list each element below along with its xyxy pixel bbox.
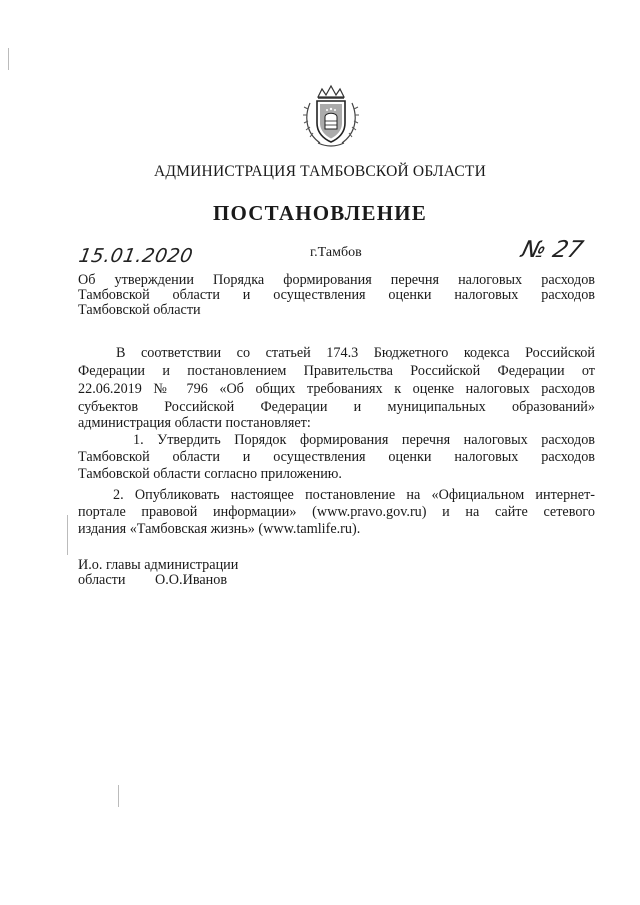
city-name: г.Тамбов xyxy=(310,245,362,260)
body-line: 1. Утвердить Порядок формирования перечня налоговых расходов xyxy=(133,432,595,448)
coat-of-arms-icon xyxy=(300,83,362,149)
subject-line: Тамбовской области xyxy=(78,302,201,318)
body-line: Тамбовской области и осуществления оценки налоговых расходов xyxy=(78,449,595,465)
scan-artifact xyxy=(118,785,119,807)
body-line: издания «Тамбовская жизнь» (www.tamlife.ru). xyxy=(78,521,361,537)
organization-name: АДМИНИСТРАЦИЯ ТАМБОВСКОЙ ОБЛАСТИ xyxy=(154,163,486,180)
subject-line: Тамбовской области и осуществления оценки налоговых расходов xyxy=(78,287,595,303)
scan-artifact xyxy=(67,515,68,555)
body-line: субъектов Российской Федерации и муниципальных образований» xyxy=(78,399,595,415)
handwritten-document-number: № 27 xyxy=(518,237,586,263)
body-line: Тамбовской области согласно приложению. xyxy=(78,466,342,482)
body-line: администрация области постановляет: xyxy=(78,415,311,431)
body-line: 2. Опубликовать настоящее постановление на «Официальном интернет- xyxy=(113,487,595,503)
signatory-position: И.о. главы администрации xyxy=(78,557,239,573)
signatory-position: области xyxy=(78,572,126,588)
body-line: 22.06.2019 № 796 «Об общих требованиях к оценке налоговых расходов xyxy=(78,381,595,397)
signatory-name: О.О.Иванов xyxy=(155,572,228,588)
handwritten-date: 15.01.2020 xyxy=(77,245,195,267)
body-line: портале правовой информации» (www.pravo.gov.ru) и на сайте сетевого xyxy=(78,504,595,520)
document-type-title: ПОСТАНОВЛЕНИЕ xyxy=(212,201,428,225)
body-line: Федерации и постановлением Правительства Российской Федерации от xyxy=(78,363,595,379)
subject-line: Об утверждении Порядка формирования перечня налоговых расходов xyxy=(78,272,595,288)
scan-artifact xyxy=(8,48,9,70)
body-line: В соответствии со статьей 174.3 Бюджетного кодекса Российской xyxy=(116,345,595,361)
